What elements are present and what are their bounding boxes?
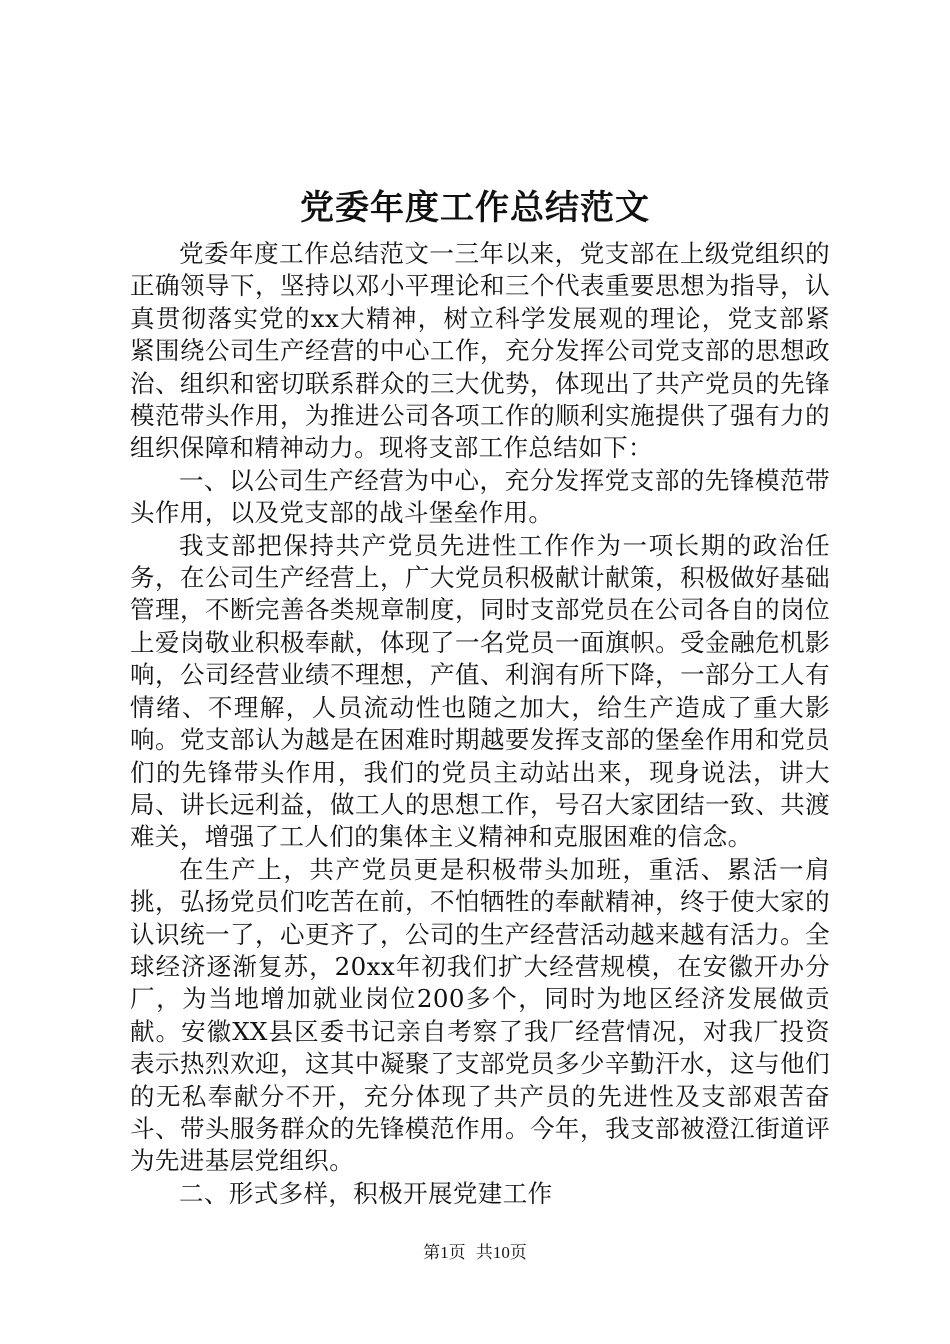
document-title: 党委年度工作总结范文 bbox=[300, 188, 650, 228]
document-body bbox=[130, 238, 830, 1210]
paragraph-section-1-body: 我支部把保持共产党员先进性工作作为一项长期的政治任务，在公司生产经营上，广大党员积极献计献策，积极做好基础管理，不断完善各类规章制度，同时支部党员在公司各自的岗位上爱岗敬业积极奉献，体现了一名党员一面旗帜。受金融危机影响，公司经营业绩不理想，产值、利润有所下降，一部分工人有情绪、不理解，人员流动性也随之加大，给生产造成了重大影响。党支部认为越是在困难时期越要发挥支部的堡垒作用和党员们的先锋带头作用，我们的党员主动站出来，现身说法，讲大局、讲长远利益，做工人的思想工作，号召大家团结一致、共渡难关，增强了工人们的集体主义精神和克服困难的信念。 bbox=[130, 530, 830, 852]
page-number: 第1页 bbox=[423, 1243, 466, 1262]
paragraph-intro: 党委年度工作总结范文一三年以来，党支部在上级党组织的正确领导下，坚持以邓小平理论和三个代表重要思想为指导，认真贯彻落实党的xx大精神，树立科学发展观的理论，党支部紧紧围绕公司生产经营的中心工作，充分发挥公司党支部的思想政治、组织和密切联系群众的三大优势，体现出了共产党员的先锋模范带头作用，为推进公司各项工作的顺利实施提供了强有力的组织保障和精神动力。现将支部工作总结如下： bbox=[130, 239, 830, 463]
paragraph-section-2-heading: 二、形式多样，积极开展党建工作 bbox=[179, 1178, 553, 1208]
page-footer bbox=[0, 1241, 950, 1265]
paragraph-production: 在生产上，共产党员更是积极带头加班，重活、累活一肩挑，弘扬党员们吃苦在前，不怕牺牲的奉献精神，终于使大家的认识统一了，心更齐了，公司的生产经营活动越来越有活力。全球经济逐渐复苏，20xx年初我们扩大经营规模，在安徽开办分厂，为当地增加就业岗位200多个，同时为地区经济发展做贡献。安徽XX县区委书记亲自考察了我厂经营情况，对我厂投资表示热烈欢迎，这其中凝聚了支部党员多少辛勤汗水，这与他们的无私奉献分不开，充分体现了共产员的先进性及支部艰苦奋斗、带头服务群众的先锋模范作用。今年，我支部被澄江街道评为先进基层党组织。 bbox=[130, 854, 830, 1176]
page-total: 共10页 bbox=[475, 1243, 527, 1262]
paragraph-section-1-heading: 一、以公司生产经营为中心，充分发挥党支部的先锋模范带头作用，以及党支部的战斗堡垒作用。 bbox=[130, 465, 830, 528]
